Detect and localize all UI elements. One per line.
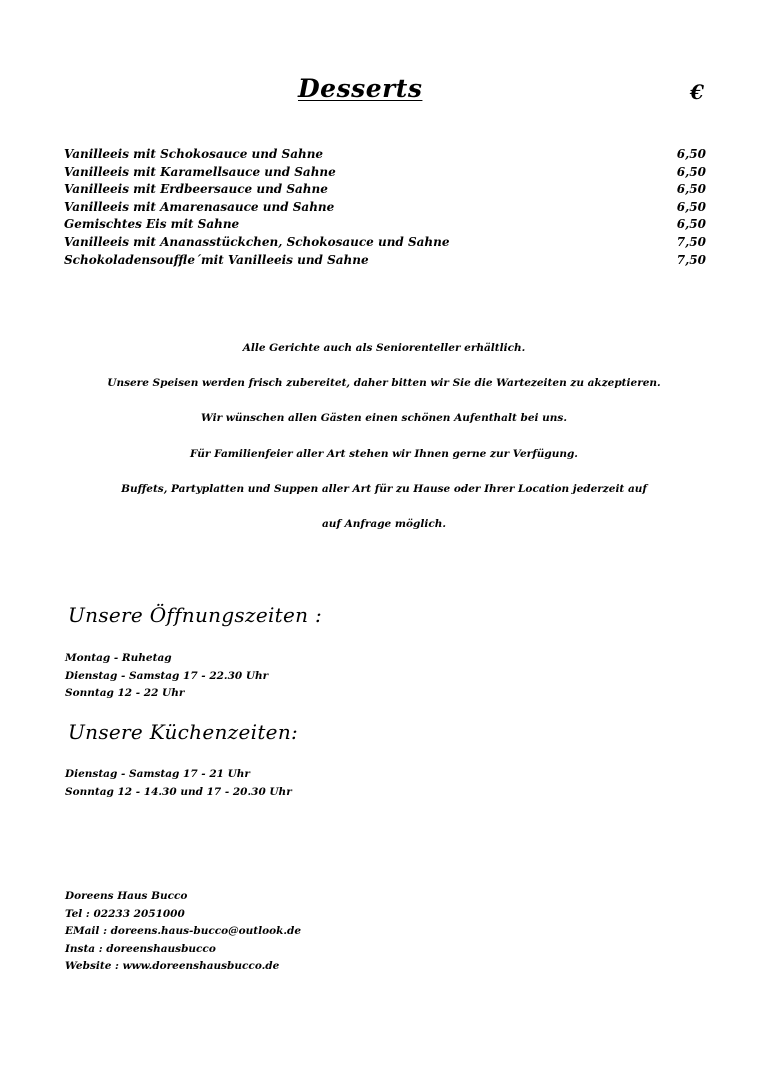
menu-item-name: Vanilleeis mit Ananasstückchen, Schokosauce und Sahne	[64, 234, 450, 249]
kitchen-hours-heading: Unsere Küchenzeiten:	[68, 720, 299, 744]
currency-symbol: €	[690, 80, 704, 104]
opening-hours-list	[65, 650, 268, 703]
menu-item-name: Schokoladensouffle´mit Vanilleeis und Sahne	[64, 252, 369, 267]
menu-item-price: 6,50	[676, 182, 706, 197]
info-note: Wir wünschen allen Gästen einen schönen Aufenthalt bei uns.	[201, 412, 567, 425]
info-note: auf Anfrage möglich.	[321, 517, 447, 530]
contact-email: EMail : doreens.haus-bucco@outlook.de	[65, 925, 302, 938]
menu-item-price: 6,50	[676, 147, 706, 161]
contact-phone: Tel : 02233 2051000	[65, 907, 185, 920]
contact-website: Website : www.doreenshausbucco.de	[65, 960, 280, 973]
menu-item-price: 6,50	[676, 199, 706, 214]
menu-item	[64, 234, 706, 252]
menu-item-name: Gemischtes Eis mit Sahne	[64, 217, 240, 232]
info-note: Alle Gerichte auch als Seniorenteller erhältlich.	[242, 342, 526, 354]
contact-instagram: Insta : doreenshausbucco	[65, 942, 216, 955]
menu-item-name: Vanilleeis mit Schokosauce und Sahne	[64, 147, 324, 161]
menu-item-name: Vanilleeis mit Karamellsauce und Sahne	[64, 164, 336, 179]
kitchen-hours-line: Dienstag - Samstag 17 - 21 Uhr	[65, 768, 250, 780]
kitchen-hours-line: Sonntag 12 - 14.30 und 17 - 20.30 Uhr	[65, 785, 292, 798]
info-notes	[60, 338, 708, 549]
menu-item	[64, 199, 706, 217]
menu-item-price: 7,50	[676, 234, 706, 249]
menu-item-name: Vanilleeis mit Amarenasauce und Sahne	[64, 199, 335, 214]
contact-name: Doreens Haus Bucco	[65, 890, 188, 902]
opening-hours-heading: Unsere Öffnungszeiten :	[68, 603, 323, 627]
menu-item	[64, 146, 706, 164]
menu-item	[64, 181, 706, 199]
menu-item	[64, 252, 706, 270]
menu-item-name: Vanilleeis mit Erdbeersauce und Sahne	[64, 182, 328, 197]
opening-hours-line: Sonntag 12 - 22 Uhr	[65, 687, 185, 700]
menu-item	[64, 164, 706, 182]
opening-hours-line: Montag - Ruhetag	[65, 652, 172, 664]
info-note: Unsere Speisen werden frisch zubereitet, daher bitten wir Sie die Wartezeiten zu akzeptieren.	[107, 377, 661, 390]
menu-item-price: 7,50	[676, 252, 706, 267]
menu-item-price: 6,50	[676, 217, 706, 232]
info-note: Für Familienfeier aller Art stehen wir Ihnen gerne zur Verfügung.	[190, 447, 578, 460]
info-note: Buffets, Partyplatten und Suppen aller Art für zu Hause oder Ihrer Location jederzeit auf	[121, 482, 647, 495]
kitchen-hours-list	[65, 766, 292, 801]
menu-item-price: 6,50	[676, 164, 706, 179]
menu-item	[64, 216, 706, 234]
page-title: Desserts	[298, 74, 423, 103]
opening-hours-line: Dienstag - Samstag 17 - 22.30 Uhr	[65, 669, 269, 682]
contact-info	[65, 888, 301, 976]
dessert-menu-list	[64, 146, 706, 269]
